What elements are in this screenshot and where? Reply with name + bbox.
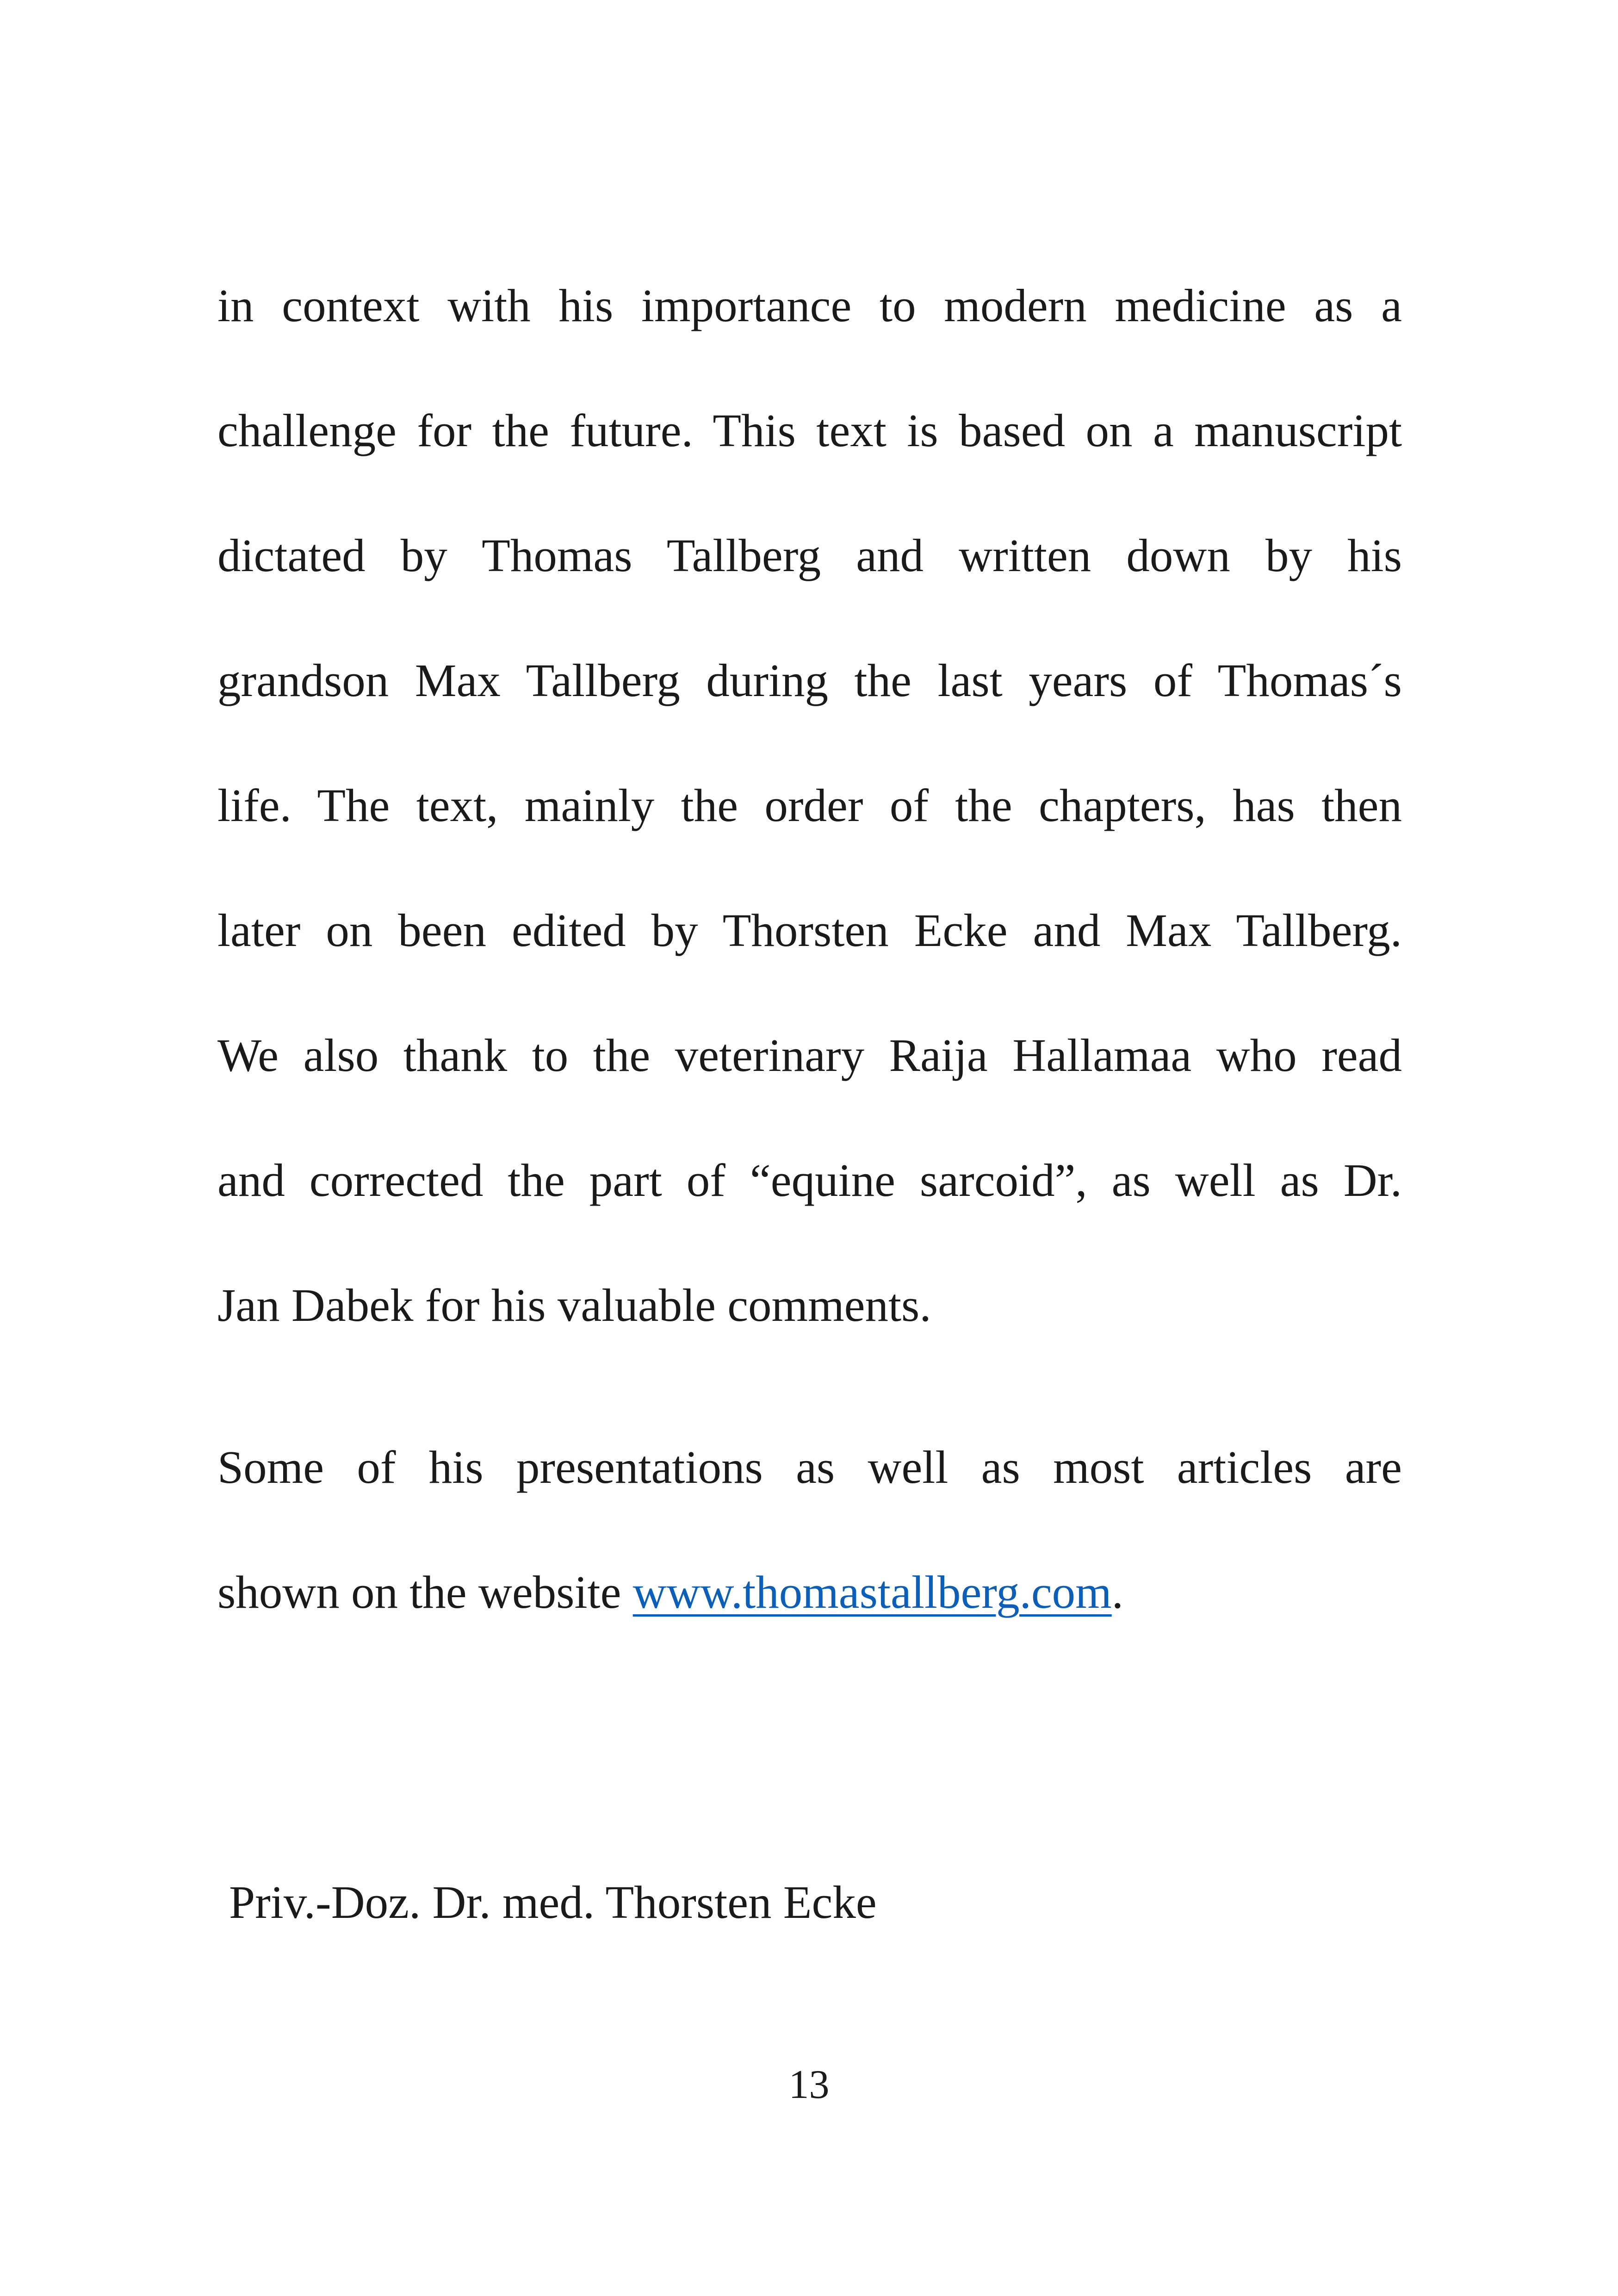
- website-link[interactable]: www.thomastallberg.com: [632, 1566, 1112, 1618]
- paragraph-line: We also thank to the veterinary Raija Hallamaa who read: [217, 1029, 1402, 1081]
- paragraph-line: life. The text, mainly the order of the chapters, has then: [217, 779, 1402, 831]
- page-number: 13: [788, 2062, 830, 2107]
- paragraph-line-website: [217, 1560, 1402, 1624]
- paragraph-line: grandson Max Tallberg during the last years of Thomas´s: [217, 654, 1402, 706]
- website-suffix-text: .: [1111, 1566, 1123, 1618]
- paragraph-line: dictated by Thomas Tallberg and written down by his: [217, 529, 1402, 581]
- paragraph-line: Some of his presentations as well as most articles are: [217, 1441, 1402, 1493]
- website-prefix-text: shown on the website: [217, 1566, 633, 1618]
- paragraph-line: challenge for the future. This text is based on a manuscript: [217, 404, 1402, 456]
- paragraph-line: and corrected the part of “equine sarcoid”, as well as Dr.: [217, 1154, 1402, 1206]
- paragraph-line: Jan Dabek for his valuable comments.: [217, 1279, 931, 1331]
- author-signature: Priv.-Doz. Dr. med. Thorsten Ecke: [229, 1876, 877, 1928]
- paragraph-line: in context with his importance to modern medicine as a: [217, 280, 1402, 331]
- paragraph-line: later on been edited by Thorsten Ecke and Max Tallberg.: [217, 904, 1402, 956]
